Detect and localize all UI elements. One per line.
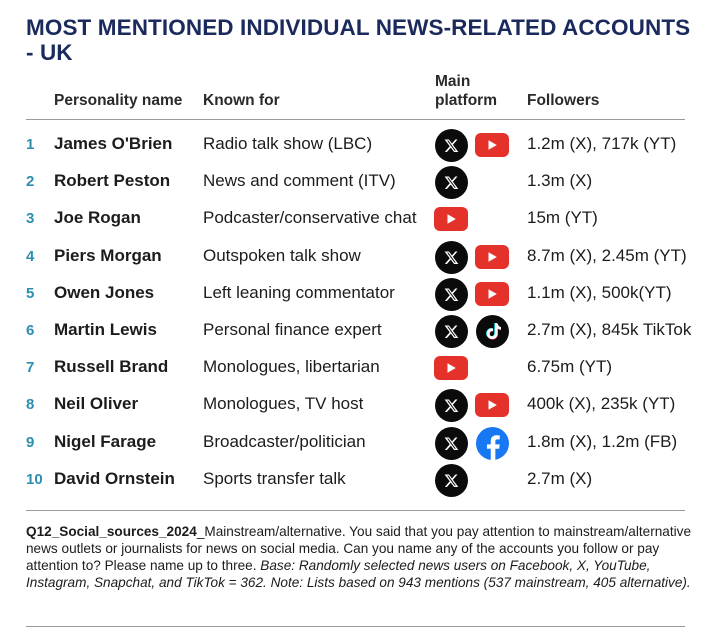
x-icon	[435, 241, 468, 274]
youtube-icon	[434, 207, 468, 231]
header-followers: Followers	[527, 92, 600, 109]
row-known-for: Personal finance expert	[203, 320, 382, 339]
table-row	[0, 425, 708, 462]
row-rank: 7	[26, 359, 35, 377]
divider-bottom	[26, 626, 685, 627]
row-followers: 2.7m (X), 845k TikTok	[527, 320, 692, 339]
divider-top	[26, 119, 685, 120]
row-rank: 10	[26, 470, 43, 488]
youtube-icon	[434, 356, 468, 380]
facebook-icon	[476, 427, 509, 460]
table-row	[0, 313, 708, 350]
divider-middle	[26, 510, 685, 511]
row-followers: 2.7m (X)	[527, 468, 593, 488]
footnote-code: Q12_Social_sources_2024	[26, 524, 197, 539]
row-personality-name: Russell Brand	[54, 357, 169, 377]
row-followers: 1.2m (X), 717k (YT)	[527, 134, 677, 153]
row-personality-name: Nigel Farage	[54, 431, 157, 451]
row-personality-name: Piers Morgan	[54, 245, 162, 265]
row-known-for: Left leaning commentator	[203, 282, 395, 302]
youtube-icon	[475, 245, 509, 269]
row-rank: 6	[26, 322, 35, 339]
row-followers: 1.3m (X)	[527, 171, 593, 191]
x-icon	[435, 464, 468, 497]
table-row	[0, 350, 708, 387]
header-main-platform: Main platform	[435, 73, 497, 109]
row-known-for: Broadcaster/politician	[203, 431, 366, 451]
x-icon	[435, 278, 468, 311]
row-rank: 3	[26, 210, 35, 228]
row-followers: 8.7m (X), 2.45m (YT)	[527, 245, 687, 265]
row-known-for: Sports transfer talk	[203, 468, 346, 488]
row-personality-name: David Ornstein	[54, 468, 175, 488]
x-icon	[435, 389, 468, 422]
row-rank: 9	[26, 433, 35, 451]
footnote-base: Base: Randomly selected news users on Facebook, X, YouTube, Instagram, Snapchat, and TikTok = 362. Note: Lists based on 943 mentions (537 mainstream, 405 alternative).	[26, 558, 691, 590]
youtube-icon	[475, 282, 509, 306]
row-rank: 2	[26, 173, 35, 191]
youtube-icon	[475, 133, 509, 157]
row-known-for: Radio talk show (LBC)	[203, 134, 373, 153]
chart-title: MOST MENTIONED INDIVIDUAL NEWS-RELATED ACCOUNTS - UK	[26, 15, 691, 65]
row-rank: 5	[26, 284, 35, 302]
header-personality-name: Personality name	[54, 92, 183, 109]
table-row	[0, 239, 708, 276]
row-followers: 1.1m (X), 500k(YT)	[527, 282, 672, 302]
row-known-for: Monologues, TV host	[203, 394, 364, 414]
row-followers: 1.8m (X), 1.2m (FB)	[527, 431, 678, 451]
row-rank: 1	[26, 136, 35, 153]
row-followers: 400k (X), 235k (YT)	[527, 394, 676, 414]
row-rank: 8	[26, 396, 35, 414]
row-personality-name: Neil Oliver	[54, 394, 139, 414]
tiktok-icon	[476, 315, 509, 348]
footnote	[26, 523, 696, 591]
x-icon	[435, 166, 468, 199]
table-row	[0, 201, 708, 238]
row-personality-name: Joe Rogan	[54, 208, 141, 228]
footnote-question: _Mainstream/alternative. You said that you pay attention to mainstream/alternative news outlets or journalists for news on social media. Can you name any of the accounts you follow or pay attention to? Please name up to three.	[26, 524, 691, 573]
row-known-for: Podcaster/conservative chat	[203, 208, 417, 228]
table-row	[0, 164, 708, 201]
x-icon	[435, 129, 468, 162]
table-row	[0, 276, 708, 313]
table-row	[0, 387, 708, 424]
row-known-for: News and comment (ITV)	[203, 171, 396, 191]
header-known-for: Known for	[203, 92, 280, 109]
row-known-for: Outspoken talk show	[203, 245, 361, 265]
youtube-icon	[475, 393, 509, 417]
table-row	[0, 127, 708, 164]
x-icon	[435, 315, 468, 348]
row-known-for: Monologues, libertarian	[203, 357, 380, 377]
x-icon	[435, 427, 468, 460]
row-personality-name: James O'Brien	[54, 134, 173, 153]
row-personality-name: Owen Jones	[54, 282, 155, 302]
row-personality-name: Robert Peston	[54, 171, 171, 191]
row-followers: 15m (YT)	[527, 208, 598, 228]
row-personality-name: Martin Lewis	[54, 320, 157, 339]
table-row	[0, 462, 708, 499]
row-rank: 4	[26, 247, 35, 265]
row-followers: 6.75m (YT)	[527, 357, 613, 377]
